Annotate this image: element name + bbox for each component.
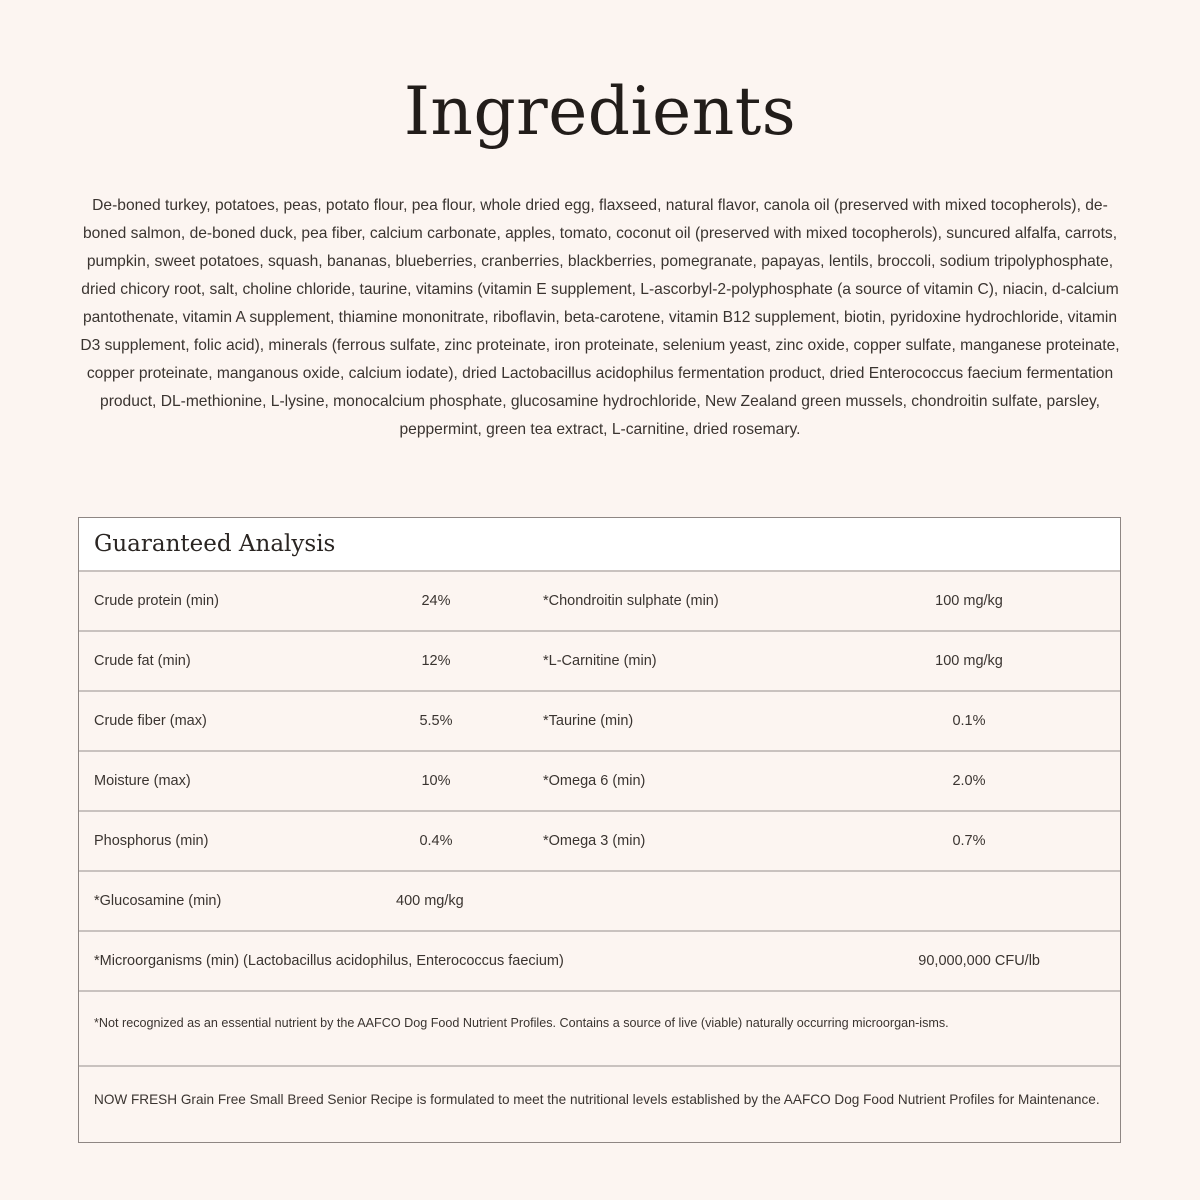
nutrient-value: 400 mg/kg	[396, 893, 464, 909]
footnote: *Not recognized as an essential nutrient by the AAFCO Dog Food Nutrient Profiles. Contains a source of live (viable) naturally occurring microorgan-isms.	[79, 992, 1120, 1067]
nutrient-label: Moisture (max)	[94, 773, 191, 789]
nutrient-label: *Omega 6 (min)	[543, 773, 646, 789]
table-row	[79, 692, 1120, 752]
nutrient-value: 0.7%	[952, 833, 986, 849]
nutrient-label: *Chondroitin sulphate (min)	[543, 593, 719, 609]
table-row-glucosamine	[79, 872, 1120, 932]
guaranteed-analysis-heading: Guaranteed Analysis	[79, 518, 1120, 572]
table-row-microorganisms	[79, 932, 1120, 992]
nutrient-value: 24%	[421, 593, 451, 609]
nutrient-label: Phosphorus (min)	[94, 833, 209, 849]
nutrient-value: 2.0%	[952, 773, 986, 789]
nutrient-label: Crude fiber (max)	[94, 713, 207, 729]
nutrient-label: *Microorganisms (min) (Lactobacillus acidophilus, Enterococcus faecium)	[94, 953, 564, 969]
page-title: Ingredients	[403, 73, 797, 150]
nutrient-value: 10%	[421, 773, 451, 789]
nutrient-value: 5.5%	[419, 713, 453, 729]
ingredients-list: De-boned turkey, potatoes, peas, potato flour, pea flour, whole dried egg, flaxseed, natural flavor, canola oil (preserved with mixed tocopherols), de-boned salmon, de-boned duck, pea fiber, calcium carbonate, apples, tomato, coconut oil (preserved with mixed tocopherols), suncured alfalfa, carrots, pumpkin, sweet potatoes, squash, bananas, blueberries, cranberries, blackberries, pomegranate, papayas, lentils, broccoli, sodium tripolyphosphate, dried chicory root, salt, choline chloride, taurine, vitamins (vitamin E supplement, L-ascorbyl-2-polyphosphate (a source of vitamin C), niacin, d-calcium pantothenate, vitamin A supplement, thiamine mononitrate, riboflavin, beta-carotene, vitamin B12 supplement, biotin, pyridoxine hydrochloride, vitamin D3 supplement, folic acid), minerals (ferrous sulfate, zinc proteinate, iron proteinate, selenium yeast, zinc oxide, copper sulfate, manganese proteinate, copper proteinate, manganous oxide, calcium iodate), dried Lactobacillus acidophilus fermentation product, dried Enterococcus faecium fermentation product, DL-methionine, L-lysine, monocalcium phosphate, glucosamine hydrochloride, New Zealand green mussels, chondroitin sulfate, parsley, peppermint, green tea extract, L-carnitine, dried rosemary.	[80, 197, 1120, 438]
aafco-statement: NOW FRESH Grain Free Small Breed Senior Recipe is formulated to meet the nutritional levels established by the AAFCO Dog Food Nutrient Profiles for Maintenance.	[94, 1092, 1100, 1107]
nutrient-value: 100 mg/kg	[935, 593, 1003, 609]
nutrient-label: *Omega 3 (min)	[543, 833, 646, 849]
nutrient-label: *Glucosamine (min)	[94, 893, 222, 909]
nutrient-value: 100 mg/kg	[935, 653, 1003, 669]
nutrient-value: 12%	[421, 653, 451, 669]
guaranteed-analysis-table	[78, 517, 1121, 1143]
nutrient-value: 0.1%	[952, 713, 986, 729]
table-row	[79, 812, 1120, 872]
nutrient-label: Crude fat (min)	[94, 653, 191, 669]
table-row	[79, 572, 1120, 632]
nutrient-value: 0.4%	[419, 833, 453, 849]
nutrient-label: Crude protein (min)	[94, 593, 219, 609]
table-row	[79, 752, 1120, 812]
nutrient-label: *L-Carnitine (min)	[543, 653, 657, 669]
nutrient-label: *Taurine (min)	[543, 713, 634, 729]
table-row	[79, 632, 1120, 692]
nutrient-value: 90,000,000 CFU/lb	[918, 953, 1040, 969]
